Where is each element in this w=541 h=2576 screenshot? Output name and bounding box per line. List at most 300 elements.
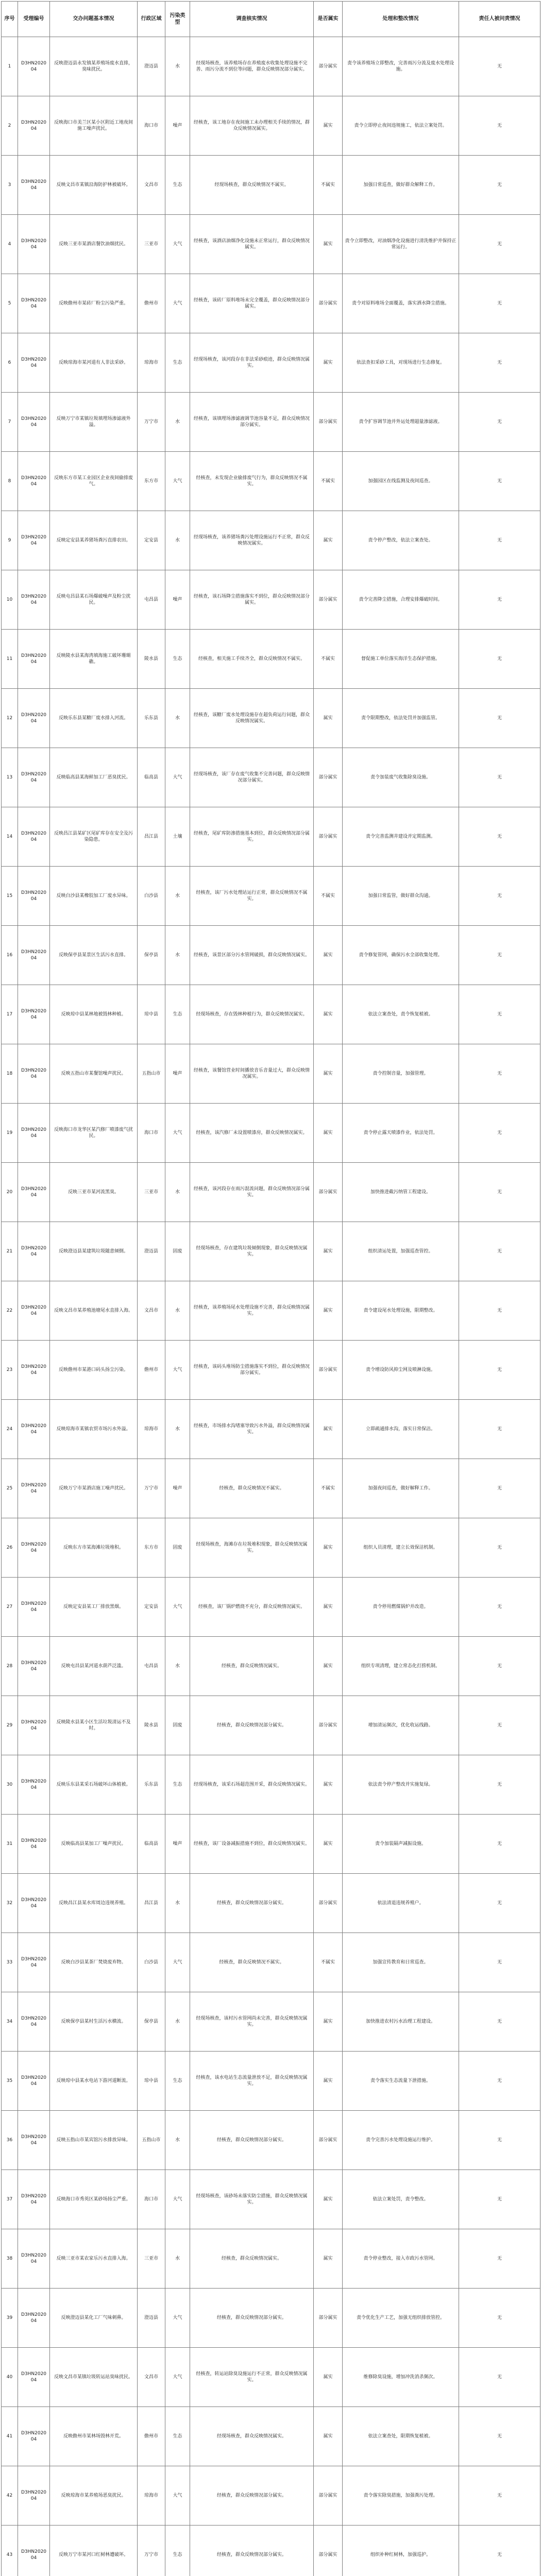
cell-type: 生态 (165, 985, 190, 1044)
cell-issue: 反映陵水县某海湾填海施工破坏珊瑚礁。 (50, 630, 138, 689)
cell-accountability: 无 (459, 1874, 540, 1933)
cell-type: 大气 (165, 748, 190, 807)
cell-type: 噪声 (165, 570, 190, 630)
cell-handling: 依法立案处罚，责令整改。 (343, 2170, 459, 2229)
cell-region: 东方市 (138, 452, 165, 511)
cell-investigation: 经核查，该河段存在雨污混流问题，群众反映情况部分属实。 (190, 1163, 314, 1222)
table-row (2, 985, 540, 1044)
header-handling: 处理和整改情况 (343, 2, 459, 37)
cell-type: 生态 (165, 2526, 190, 2576)
cell-no: 13 (2, 748, 18, 807)
cell-no: 5 (2, 274, 18, 333)
cell-no: 32 (2, 1874, 18, 1933)
cell-type: 水 (165, 867, 190, 926)
cell-no: 8 (2, 452, 18, 511)
cell-type: 噪声 (165, 1459, 190, 1518)
cell-true: 属实 (314, 689, 343, 748)
cell-true: 部分属实 (314, 1163, 343, 1222)
table-row (2, 807, 540, 867)
table-row (2, 1281, 540, 1341)
cell-no: 1 (2, 37, 18, 96)
cell-type: 噪声 (165, 96, 190, 156)
cell-handling: 责令增设防风抑尘网及喷淋设施。 (343, 1341, 459, 1400)
cell-type: 水 (165, 1874, 190, 1933)
table-row (2, 2052, 540, 2111)
cell-no: 22 (2, 1281, 18, 1341)
cell-accountability: 无 (459, 1637, 540, 1696)
cell-handling: 责令立即整改，对油烟净化设施进行清洗维护并保持正常运行。 (343, 215, 459, 274)
table-row (2, 2348, 540, 2407)
cell-issue: 反映昌江县某水库周边违规养殖。 (50, 1874, 138, 1933)
cell-handling: 责令停产整改，依法立案查处。 (343, 511, 459, 570)
cell-no: 17 (2, 985, 18, 1044)
cell-true: 属实 (314, 215, 343, 274)
cell-accountability: 无 (459, 156, 540, 215)
cell-type: 生态 (165, 333, 190, 393)
cell-id: D3HN202004 (18, 2407, 50, 2466)
cell-type: 大气 (165, 274, 190, 333)
cell-region: 五指山市 (138, 1044, 165, 1104)
cell-region: 乐东县 (138, 689, 165, 748)
cell-true: 不属实 (314, 1933, 343, 1992)
cell-region: 三亚市 (138, 2229, 165, 2289)
cell-issue: 反映保亭县某村生活污水横流。 (50, 1992, 138, 2052)
cell-issue: 反映琼海市某养殖场恶臭扰民。 (50, 2466, 138, 2526)
cell-no: 39 (2, 2289, 18, 2348)
cell-handling: 责令限期整改，依法处罚并加强监管。 (343, 689, 459, 748)
cell-investigation: 经现场核查，该砂场未落实防尘措施，群众反映情况属实。 (190, 2170, 314, 2229)
table-body (2, 37, 540, 2576)
cell-id: D3HN202004 (18, 1696, 50, 1755)
cell-id: D3HN202004 (18, 215, 50, 274)
cell-region: 文昌市 (138, 156, 165, 215)
cell-issue: 反映澄迈县某建筑垃圾随意倾倒。 (50, 1222, 138, 1281)
cell-issue: 反映白沙县某茶厂焚烧废弃物。 (50, 1933, 138, 1992)
table-row (2, 1815, 540, 1874)
cell-type: 水 (165, 393, 190, 452)
cell-region: 澄迈县 (138, 2289, 165, 2348)
cell-true: 属实 (314, 1992, 343, 2052)
cell-accountability: 无 (459, 1755, 540, 1815)
cell-id: D3HN202004 (18, 1637, 50, 1696)
cell-accountability: 无 (459, 1933, 540, 1992)
cell-accountability: 无 (459, 2526, 540, 2576)
cell-handling: 依法责令停产整改并实施复绿。 (343, 1755, 459, 1815)
cell-accountability: 无 (459, 2466, 540, 2526)
cell-issue: 反映乐东县某糖厂废水排入河流。 (50, 689, 138, 748)
cell-investigation: 经核查，该码头堆场防尘措施落实不到位，群众反映情况部分属实。 (190, 1341, 314, 1400)
cell-issue: 反映琼中县某林地被毁林种植。 (50, 985, 138, 1044)
table-header-row (2, 2, 540, 37)
cell-handling: 责令扩容调节池并外运处理超量渗滤液。 (343, 393, 459, 452)
cell-handling: 责令控制音量，加强管理。 (343, 1044, 459, 1104)
table-row (2, 1044, 540, 1104)
cell-investigation: 经现场核查，该河段存在非法采砂痕迹，群众反映情况属实。 (190, 333, 314, 393)
cell-id: D3HN202004 (18, 393, 50, 452)
cell-issue: 反映东方市某工业园区企业夜间偷排废气。 (50, 452, 138, 511)
header-type: 污染类型 (165, 2, 190, 37)
cell-region: 临高县 (138, 748, 165, 807)
cell-region: 澄迈县 (138, 1222, 165, 1281)
cell-investigation: 经核查，群众反映情况不属实。 (190, 1933, 314, 1992)
cell-investigation: 经核查，该石场降尘措施落实不到位，群众反映情况部分属实。 (190, 570, 314, 630)
table-row (2, 2170, 540, 2229)
cell-true: 部分属实 (314, 570, 343, 630)
cell-true: 属实 (314, 2052, 343, 2111)
cell-investigation: 经核查，该填埋场渗滤液调节池容量不足，群众反映情况部分属实。 (190, 393, 314, 452)
cell-investigation: 经核查，该工地存在夜间施工未办理相关手续的情况，群众反映情况属实。 (190, 96, 314, 156)
cell-issue: 反映临高县某加工厂噪声扰民。 (50, 1815, 138, 1874)
cell-no: 43 (2, 2526, 18, 2576)
cell-type: 水 (165, 1281, 190, 1341)
cell-type: 固废 (165, 1518, 190, 1578)
cell-true: 属实 (314, 1518, 343, 1578)
cell-accountability: 无 (459, 748, 540, 807)
cell-true: 部分属实 (314, 393, 343, 452)
cell-region: 万宁市 (138, 393, 165, 452)
cell-handling: 加强日常监管，做好群众沟通。 (343, 867, 459, 926)
cell-investigation: 经核查，群众反映情况属实。 (190, 2229, 314, 2289)
cell-id: D3HN202004 (18, 333, 50, 393)
cell-accountability: 无 (459, 2111, 540, 2170)
table-row (2, 2407, 540, 2466)
cell-no: 30 (2, 1755, 18, 1815)
cell-true: 属实 (314, 1400, 343, 1459)
cell-id: D3HN202004 (18, 1222, 50, 1281)
cell-true: 不属实 (314, 156, 343, 215)
cell-region: 儋州市 (138, 274, 165, 333)
table-row (2, 1578, 540, 1637)
cell-type: 固废 (165, 1696, 190, 1755)
cell-accountability: 无 (459, 1281, 540, 1341)
cell-id: D3HN202004 (18, 2289, 50, 2348)
cell-issue: 反映屯昌县某河道水葫芦泛滥。 (50, 1637, 138, 1696)
cell-no: 21 (2, 1222, 18, 1281)
cell-issue: 反映海口市美兰区某小区附近工地夜间施工噪声扰民。 (50, 96, 138, 156)
cell-issue: 反映海口市龙华区某汽修厂喷漆废气扰民。 (50, 1104, 138, 1163)
cell-true: 属实 (314, 511, 343, 570)
cell-issue: 反映东方市某海滩垃圾堆积。 (50, 1518, 138, 1578)
cell-id: D3HN202004 (18, 452, 50, 511)
cell-type: 土壤 (165, 807, 190, 867)
cell-investigation: 经现场核查，存在毁林种植行为，群众反映情况属实。 (190, 985, 314, 1044)
cell-region: 乐东县 (138, 1755, 165, 1815)
cell-id: D3HN202004 (18, 1104, 50, 1163)
table-row (2, 1992, 540, 2052)
cell-investigation: 经核查，该汽修厂未设置喷漆房，群众反映情况属实。 (190, 1104, 314, 1163)
cell-true: 部分属实 (314, 2111, 343, 2170)
table-row (2, 1104, 540, 1163)
cell-true: 部分属实 (314, 2289, 343, 2348)
cell-investigation: 经核查，转运站除臭设施运行不正常，群众反映情况属实。 (190, 2348, 314, 2407)
cell-region: 万宁市 (138, 1459, 165, 1518)
cell-true: 不属实 (314, 452, 343, 511)
cell-region: 儋州市 (138, 2407, 165, 2466)
cell-accountability: 无 (459, 867, 540, 926)
table-row (2, 1400, 540, 1459)
cell-issue: 反映定安县某工厂排放黑烟。 (50, 1578, 138, 1637)
cell-no: 23 (2, 1341, 18, 1400)
cell-accountability: 无 (459, 1459, 540, 1518)
cell-region: 定安县 (138, 511, 165, 570)
cell-true: 属实 (314, 2407, 343, 2466)
cell-handling: 依法清退违规养殖户。 (343, 1874, 459, 1933)
cell-investigation: 经核查，该酒店油烟净化设施未正常运行，群众反映情况属实。 (190, 215, 314, 274)
cell-id: D3HN202004 (18, 274, 50, 333)
table-row (2, 452, 540, 511)
cell-no: 33 (2, 1933, 18, 1992)
table-row (2, 689, 540, 748)
cell-handling: 责令完善污水处理设施运行维护。 (343, 2111, 459, 2170)
cell-type: 生态 (165, 630, 190, 689)
cell-accountability: 无 (459, 2229, 540, 2289)
cell-issue: 反映定安县某养猪场粪污直排农田。 (50, 511, 138, 570)
cell-accountability: 无 (459, 1518, 540, 1578)
cell-region: 海口市 (138, 96, 165, 156)
cell-accountability: 无 (459, 37, 540, 96)
cell-type: 水 (165, 689, 190, 748)
cell-region: 陵水县 (138, 1696, 165, 1755)
cell-handling: 加强宣传教育和日常巡查。 (343, 1933, 459, 1992)
cell-type: 水 (165, 1637, 190, 1696)
cell-type: 水 (165, 926, 190, 985)
cell-id: D3HN202004 (18, 748, 50, 807)
cell-id: D3HN202004 (18, 807, 50, 867)
cell-handling: 立即疏通排水沟，落实日常保洁。 (343, 1400, 459, 1459)
cell-true: 部分属实 (314, 2526, 343, 2576)
table-row (2, 1518, 540, 1578)
cell-true: 属实 (314, 1044, 343, 1104)
cell-investigation: 经核查，该糖厂废水处理设施存在超负荷运行问题，群众反映情况属实。 (190, 689, 314, 748)
cell-handling: 加快推进农村污水治理工程建设。 (343, 1992, 459, 2052)
cell-issue: 反映儋州市某砖厂粉尘污染严重。 (50, 274, 138, 333)
cell-investigation: 经核查，该厂设备减振措施不到位，群众反映情况属实。 (190, 1815, 314, 1874)
cell-accountability: 无 (459, 1400, 540, 1459)
cell-region: 昌江县 (138, 1874, 165, 1933)
cell-handling: 依法立案查处，限期恢复植被。 (343, 2407, 459, 2466)
table-row (2, 570, 540, 630)
cell-investigation: 经核查，未发现企业偷排废气行为，群众反映情况不属实。 (190, 452, 314, 511)
cell-issue: 反映琼海市某镇农贸市场污水外溢。 (50, 1400, 138, 1459)
cell-issue: 反映乐东县某采石场破坏山体植被。 (50, 1755, 138, 1815)
cell-handling: 责令落实除臭措施，加强粪污处理。 (343, 2466, 459, 2526)
cell-issue: 反映文昌市某养殖池塘尾水直排入海。 (50, 1281, 138, 1341)
cell-investigation: 经现场核查，群众反映情况不属实。 (190, 156, 314, 215)
cell-type: 生态 (165, 2052, 190, 2111)
cell-investigation: 经现场核查，该村污水管网尚未完善，群众反映情况属实。 (190, 1992, 314, 2052)
cell-investigation: 经核查，该餐馆营业时间播放音乐音量过大，群众反映情况属实。 (190, 1044, 314, 1104)
cell-id: D3HN202004 (18, 1518, 50, 1578)
cell-no: 19 (2, 1104, 18, 1163)
cell-handling: 依法查扣采砂工具，对现场进行生态修复。 (343, 333, 459, 393)
cell-handling: 加强夜间巡查，做好解释工作。 (343, 1459, 459, 1518)
cell-issue: 反映海口市秀英区某砂场扬尘严重。 (50, 2170, 138, 2229)
cell-true: 属实 (314, 1755, 343, 1815)
cell-investigation: 经核查，群众反映情况部分属实。 (190, 2289, 314, 2348)
cell-id: D3HN202004 (18, 511, 50, 570)
table-row (2, 333, 540, 393)
cell-handling: 责令加装隔声减振设施。 (343, 1815, 459, 1874)
header-id: 受理编号 (18, 2, 50, 37)
cell-region: 陵水县 (138, 630, 165, 689)
cell-region: 屯昌县 (138, 570, 165, 630)
cell-issue: 反映白沙县某橡胶加工厂废水异味。 (50, 867, 138, 926)
cell-investigation: 经核查，该养殖场尾水处理设施不完善，群众反映情况属实。 (190, 1281, 314, 1341)
cell-accountability: 无 (459, 1696, 540, 1755)
cell-region: 三亚市 (138, 1163, 165, 1222)
cell-id: D3HN202004 (18, 96, 50, 156)
cell-type: 水 (165, 2111, 190, 2170)
cell-accountability: 无 (459, 333, 540, 393)
cell-id: D3HN202004 (18, 1281, 50, 1341)
cell-id: D3HN202004 (18, 1341, 50, 1400)
cell-type: 大气 (165, 2466, 190, 2526)
cell-investigation: 经现场核查，存在建筑垃圾倾倒现象，群众反映情况属实。 (190, 1222, 314, 1281)
cell-id: D3HN202004 (18, 2526, 50, 2576)
cell-id: D3HN202004 (18, 1933, 50, 1992)
cell-region: 海口市 (138, 1104, 165, 1163)
table-row (2, 1933, 540, 1992)
cell-no: 4 (2, 215, 18, 274)
cell-region: 文昌市 (138, 1281, 165, 1341)
cell-handling: 组织清运处置，加强巡查管控。 (343, 1222, 459, 1281)
table-row (2, 274, 540, 333)
header-investigation: 调查核实情况 (190, 2, 314, 37)
cell-id: D3HN202004 (18, 1044, 50, 1104)
cell-region: 琼中县 (138, 2052, 165, 2111)
cell-issue: 反映五指山市某宾馆污水排放异味。 (50, 2111, 138, 2170)
cell-investigation: 经现场核查，该养猪场粪污处理设施运行不正常，群众反映情况属实。 (190, 511, 314, 570)
cell-region: 白沙县 (138, 1933, 165, 1992)
cell-no: 29 (2, 1696, 18, 1755)
cell-handling: 责令建设尾水处理设施，限期整改。 (343, 1281, 459, 1341)
cell-issue: 反映三亚市某河流黑臭。 (50, 1163, 138, 1222)
cell-type: 水 (165, 511, 190, 570)
cell-accountability: 无 (459, 1163, 540, 1222)
cell-handling: 责令停止露天喷漆作业，依法处罚。 (343, 1104, 459, 1163)
cell-type: 水 (165, 2229, 190, 2289)
cell-investigation: 经核查，该砖厂原料堆场未完全覆盖，群众反映情况部分属实。 (190, 274, 314, 333)
cell-type: 大气 (165, 2348, 190, 2407)
cell-issue: 反映万宁市某镇垃圾填埋场渗滤液外溢。 (50, 393, 138, 452)
cell-region: 琼中县 (138, 985, 165, 1044)
cell-investigation: 经核查，尾矿库防渗措施基本到位，群众反映情况部分属实。 (190, 807, 314, 867)
table-row (2, 1696, 540, 1755)
table-row (2, 1874, 540, 1933)
cell-true: 属实 (314, 926, 343, 985)
cell-accountability: 无 (459, 2407, 540, 2466)
cell-handling: 加强日常巡查，做好群众解释工作。 (343, 156, 459, 215)
cell-accountability: 无 (459, 689, 540, 748)
cell-investigation: 经核查，群众反映情况部分属实。 (190, 2466, 314, 2526)
table-row (2, 867, 540, 926)
cell-true: 属实 (314, 1578, 343, 1637)
table-row (2, 511, 540, 570)
cell-no: 9 (2, 511, 18, 570)
cell-issue: 反映澄迈县某化工厂气味刺鼻。 (50, 2289, 138, 2348)
cell-investigation: 经现场核查，该厂存在废气收集不完善问题，群众反映情况部分属实。 (190, 748, 314, 807)
cell-issue: 反映临高县某海鲜加工厂恶臭扰民。 (50, 748, 138, 807)
cell-accountability: 无 (459, 274, 540, 333)
cell-accountability: 无 (459, 1578, 540, 1637)
cell-no: 31 (2, 1815, 18, 1874)
cell-handling: 组织人员清理，建立长效保洁机制。 (343, 1518, 459, 1578)
cell-issue: 反映儋州市某林场毁林开荒。 (50, 2407, 138, 2466)
cell-handling: 责令对原料堆场全面覆盖，落实洒水降尘措施。 (343, 274, 459, 333)
cell-issue: 反映澄迈县永发镇某养殖场废水直排，臭味扰民。 (50, 37, 138, 96)
cell-no: 15 (2, 867, 18, 926)
cell-true: 不属实 (314, 630, 343, 689)
cell-region: 澄迈县 (138, 37, 165, 96)
cell-accountability: 无 (459, 630, 540, 689)
cell-true: 属实 (314, 1815, 343, 1874)
cell-type: 水 (165, 1400, 190, 1459)
cell-accountability: 无 (459, 926, 540, 985)
cell-handling: 责令立即停止夜间违规施工，依法立案处罚。 (343, 96, 459, 156)
cell-handling: 责令停业整改，接入市政污水管网。 (343, 2229, 459, 2289)
cell-region: 保亭县 (138, 926, 165, 985)
table-row (2, 156, 540, 215)
cell-type: 生态 (165, 156, 190, 215)
table-row (2, 2111, 540, 2170)
cell-id: D3HN202004 (18, 37, 50, 96)
cell-handling: 依法立案查处，责令恢复植被。 (343, 985, 459, 1044)
cell-id: D3HN202004 (18, 1163, 50, 1222)
cell-no: 25 (2, 1459, 18, 1518)
cell-accountability: 无 (459, 2348, 540, 2407)
cell-region: 儋州市 (138, 1341, 165, 1400)
cell-region: 五指山市 (138, 2111, 165, 2170)
table-row (2, 926, 540, 985)
cell-no: 34 (2, 1992, 18, 2052)
cell-true: 部分属实 (314, 274, 343, 333)
header-issue: 交办问题基本情况 (50, 2, 138, 37)
cell-accountability: 无 (459, 1815, 540, 1874)
cell-id: D3HN202004 (18, 1815, 50, 1874)
cell-no: 6 (2, 333, 18, 393)
cell-no: 16 (2, 926, 18, 985)
header-no: 序号 (2, 2, 18, 37)
cell-type: 水 (165, 1992, 190, 2052)
cell-type: 水 (165, 1163, 190, 1222)
cell-investigation: 经核查，该厂污水处理站运行正常，群众反映情况不属实。 (190, 867, 314, 926)
cell-true: 属实 (314, 985, 343, 1044)
cell-investigation: 经现场核查，海滩存在垃圾堆积现象，群众反映情况属实。 (190, 1518, 314, 1578)
cell-true: 部分属实 (314, 1696, 343, 1755)
cell-type: 固废 (165, 1222, 190, 1281)
cell-no: 28 (2, 1637, 18, 1696)
cell-no: 36 (2, 2111, 18, 2170)
cell-accountability: 无 (459, 1104, 540, 1163)
cell-true: 部分属实 (314, 1341, 343, 1400)
table-row (2, 1341, 540, 1400)
cell-id: D3HN202004 (18, 1400, 50, 1459)
cell-type: 大气 (165, 1341, 190, 1400)
cell-no: 38 (2, 2229, 18, 2289)
cell-id: D3HN202004 (18, 1992, 50, 2052)
cell-handling: 增加清运频次，优化收运线路。 (343, 1696, 459, 1755)
table-row (2, 393, 540, 452)
cell-handling: 加快推进截污纳管工程建设。 (343, 1163, 459, 1222)
cell-type: 噪声 (165, 1815, 190, 1874)
cell-region: 临高县 (138, 1815, 165, 1874)
cell-no: 40 (2, 2348, 18, 2407)
cell-issue: 反映万宁市某酒店施工噪声扰民。 (50, 1459, 138, 1518)
cell-true: 部分属实 (314, 37, 343, 96)
cell-accountability: 无 (459, 985, 540, 1044)
cell-true: 属实 (314, 1281, 343, 1341)
cell-region: 三亚市 (138, 215, 165, 274)
